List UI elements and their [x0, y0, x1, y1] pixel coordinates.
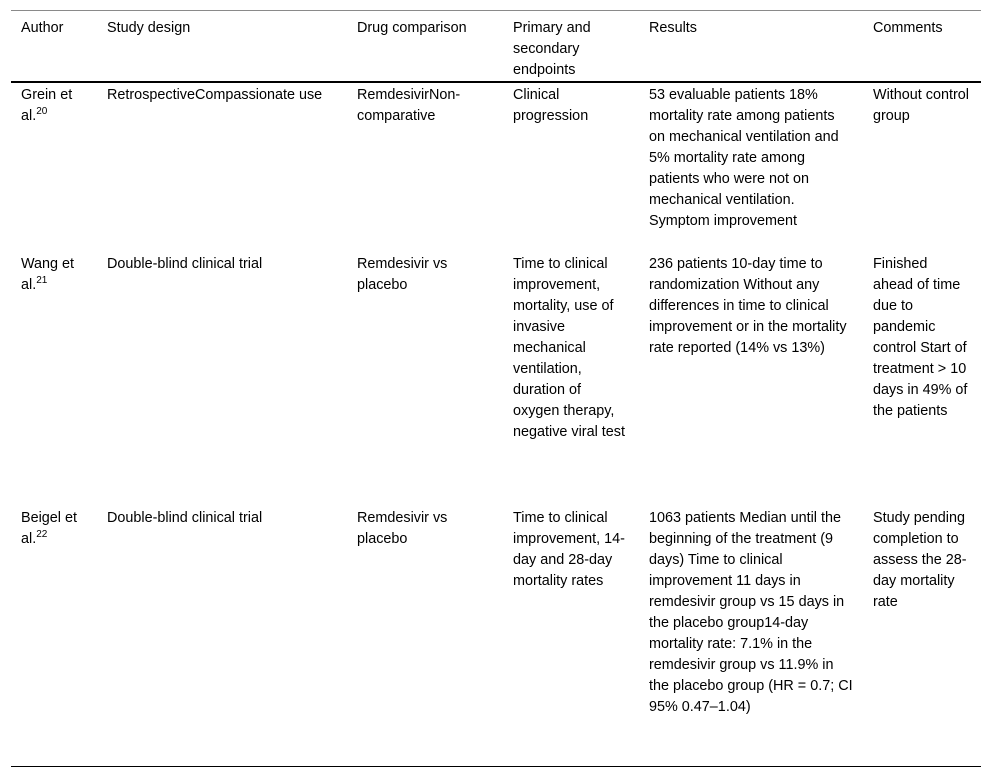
comments-cell: Study pending completion to assess the 28-day mortality rate: [873, 510, 967, 610]
results-cell: 53 evaluable patients 18% mortality rate among patients on mechanical ventilation and 5% mortality rate among patients who were not on mechanical ventilation. Symptom improvement: [649, 87, 839, 229]
table-row: [11, 252, 981, 506]
author-name: Beigel et al.: [21, 510, 78, 547]
reference-number: 21: [36, 275, 48, 287]
design-cell: Double-blind clinical trial: [107, 510, 263, 526]
author-name: Wang et al.: [21, 256, 75, 293]
header-comments: Comments: [873, 20, 943, 36]
author-cell: [11, 252, 97, 506]
drug-cell: RemdesivirNon-comparative: [357, 87, 461, 124]
design-cell: RetrospectiveCompassionate use: [107, 87, 323, 103]
endpoints-cell: Time to clinical improvement, mortality, use of invasive mechanical ventilation, duration of oxygen therapy, negative viral test: [513, 256, 625, 440]
results-cell: 236 patients 10-day time to randomization Without any differences in time to clinical improvement or in the mortality rate reported (14% vs 13%): [649, 256, 847, 356]
author-name: Grein et al.: [21, 87, 73, 124]
header-drug-comparison: Drug comparison: [357, 20, 467, 36]
header-study-design: Study design: [107, 20, 191, 36]
design-cell: Double-blind clinical trial: [107, 256, 263, 272]
studies-table: [11, 10, 981, 767]
author-cell: [11, 506, 97, 766]
reference-number: 20: [36, 106, 48, 118]
author-cell: [11, 82, 97, 252]
drug-cell: Remdesivir vs placebo: [357, 256, 448, 293]
results-cell: 1063 patients Median until the beginning of the treatment (9 days) Time to clinical improvement 11 days in remdesivir group vs 15 days in the placebo group14-day mortality rate: 7.1% in the remdesivir group vs 11.9% in the placebo group (HR = 0.7; CI 95% 0.47–1.04): [649, 510, 853, 715]
header-results: Results: [649, 20, 697, 36]
drug-cell: Remdesivir vs placebo: [357, 510, 448, 547]
reference-number: 22: [36, 529, 48, 541]
table-header-row: [11, 11, 981, 83]
comments-cell: Without control group: [873, 87, 969, 124]
endpoints-cell: Clinical progression: [513, 87, 589, 124]
table-row: [11, 82, 981, 252]
endpoints-cell: Time to clinical improvement, 14-day and 28-day mortality rates: [513, 510, 625, 589]
header-author: Author: [21, 20, 64, 36]
table-row: [11, 506, 981, 766]
header-endpoints: Primary and secondary endpoints: [513, 20, 591, 78]
comments-cell: Finished ahead of time due to pandemic control Start of treatment > 10 days in 49% of the patients: [873, 256, 968, 419]
studies-table-container: [11, 10, 981, 767]
